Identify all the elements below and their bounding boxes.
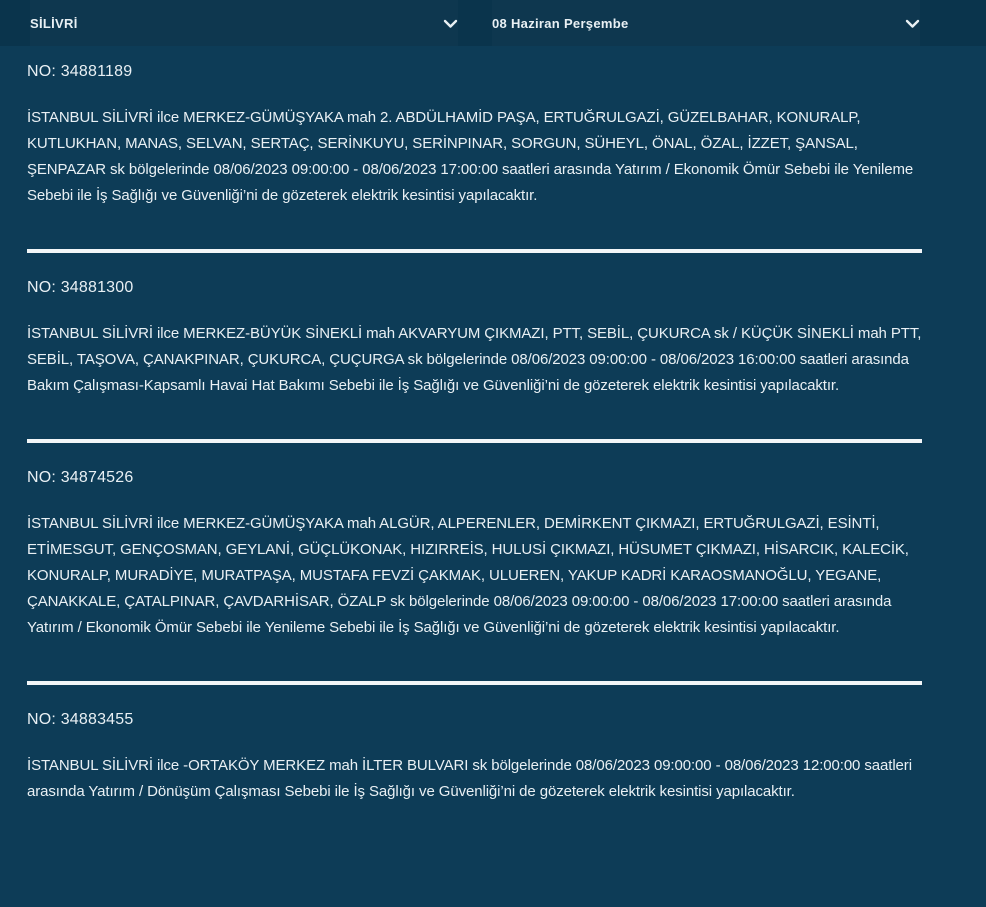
divider: [27, 249, 922, 253]
outage-notice: [27, 46, 928, 209]
district-select-value: SİLİVRİ: [30, 15, 78, 31]
notice-text: İSTANBUL SİLİVRİ ilce -ORTAKÖY MERKEZ mah İLTER BULVARI sk bölgelerinde 08/06/2023 09:00:00 - 08/06/2023 12:00:00 saatleri arasında Yatırım / Dönüşüm Çalışması Sebebi ile İş Sağlığı ve Güvenliği’ni de gözeterek elektrik kesintisi yapılacaktır.: [27, 757, 912, 800]
outage-notice: [27, 452, 928, 641]
district-select[interactable]: [30, 0, 458, 46]
date-select-value: 08 Haziran Perşembe: [492, 15, 629, 31]
notice-text: İSTANBUL SİLİVRİ ilce MERKEZ-BÜYÜK SİNEKLİ mah AKVARYUM ÇIKMAZI, PTT, SEBİL, ÇUKURCA sk / KÜÇÜK SİNEKLİ mah PTT, SEBİL, TAŞOVA, ÇANAKPINAR, ÇUKURCA, ÇUÇURGA sk bölgelerinde 08/06/2023 09:00:00 - 08/06/2023 16:00:00 saatleri arasında Bakım Çalışması-Kapsamlı Havai Hat Bakımı Sebebi ile İş Sağlığı ve Güvenliği’ni de gözeterek elektrik kesintisi yapılacaktır.: [27, 325, 922, 394]
notice-number: NO: 34883455: [27, 711, 134, 728]
outage-notice: [27, 262, 928, 399]
divider: [27, 439, 922, 443]
outage-notice: [27, 694, 928, 805]
notice-number: NO: 34874526: [27, 469, 134, 486]
divider: [27, 681, 922, 685]
notice-text: İSTANBUL SİLİVRİ ilce MERKEZ-GÜMÜŞYAKA mah 2. ABDÜLHAMİD PAŞA, ERTUĞRULGAZİ, GÜZELBAHAR, KONURALP, KUTLUKHAN, MANAS, SELVAN, SERTAÇ, SERİNKUYU, SERİNPINAR, SORGUN, SÜHEYL, ÖNAL, ÖZAL, İZZET, ŞANSAL, ŞENPAZAR sk bölgelerinde 08/06/2023 09:00:00 - 08/06/2023 17:00:00 saatleri arasında Yatırım / Ekonomik Ömür Sebebi ile Yenileme Sebebi ile İş Sağlığı ve Güvenliği’ni de gözeterek elektrik kesintisi yapılacaktır.: [27, 109, 914, 204]
notice-number: NO: 34881189: [27, 63, 133, 80]
notice-text: İSTANBUL SİLİVRİ ilce MERKEZ-GÜMÜŞYAKA mah ALGÜR, ALPERENLER, DEMİRKENT ÇIKMAZI, ERTUĞRULGAZİ, ESİNTİ, ETİMESGUT, GENÇOSMAN, GEYLANİ, GÜÇLÜKONAK, HIZIRREİS, HULUSİ ÇIKMAZI, HÜSUMET ÇIKMAZI, HİSARCIK, KALECİK, KONURALP, MURADİYE, MURATPAŞA, MUSTAFA FEVZİ ÇAKMAK, ULUEREN, YAKUP KADRİ KARAOSMANOĞLU, YEGANE, ÇANAKKALE, ÇATALPINAR, ÇAVDARHİSAR, ÖZALP sk bölgelerinde 08/06/2023 09:00:00 - 08/06/2023 17:00:00 saatleri arasında Yatırım / Ekonomik Ömür Sebebi ile Yenileme Sebebi ile İş Sağlığı ve Güvenliği’ni de gözeterek elektrik kesintisi yapılacaktır.: [27, 515, 909, 636]
notice-number: NO: 34881300: [27, 279, 134, 296]
chevron-down-icon: [905, 17, 920, 29]
chevron-down-icon: [443, 17, 458, 29]
date-select[interactable]: [492, 0, 920, 46]
notices-list: [0, 46, 986, 805]
header-bar: [0, 0, 986, 46]
